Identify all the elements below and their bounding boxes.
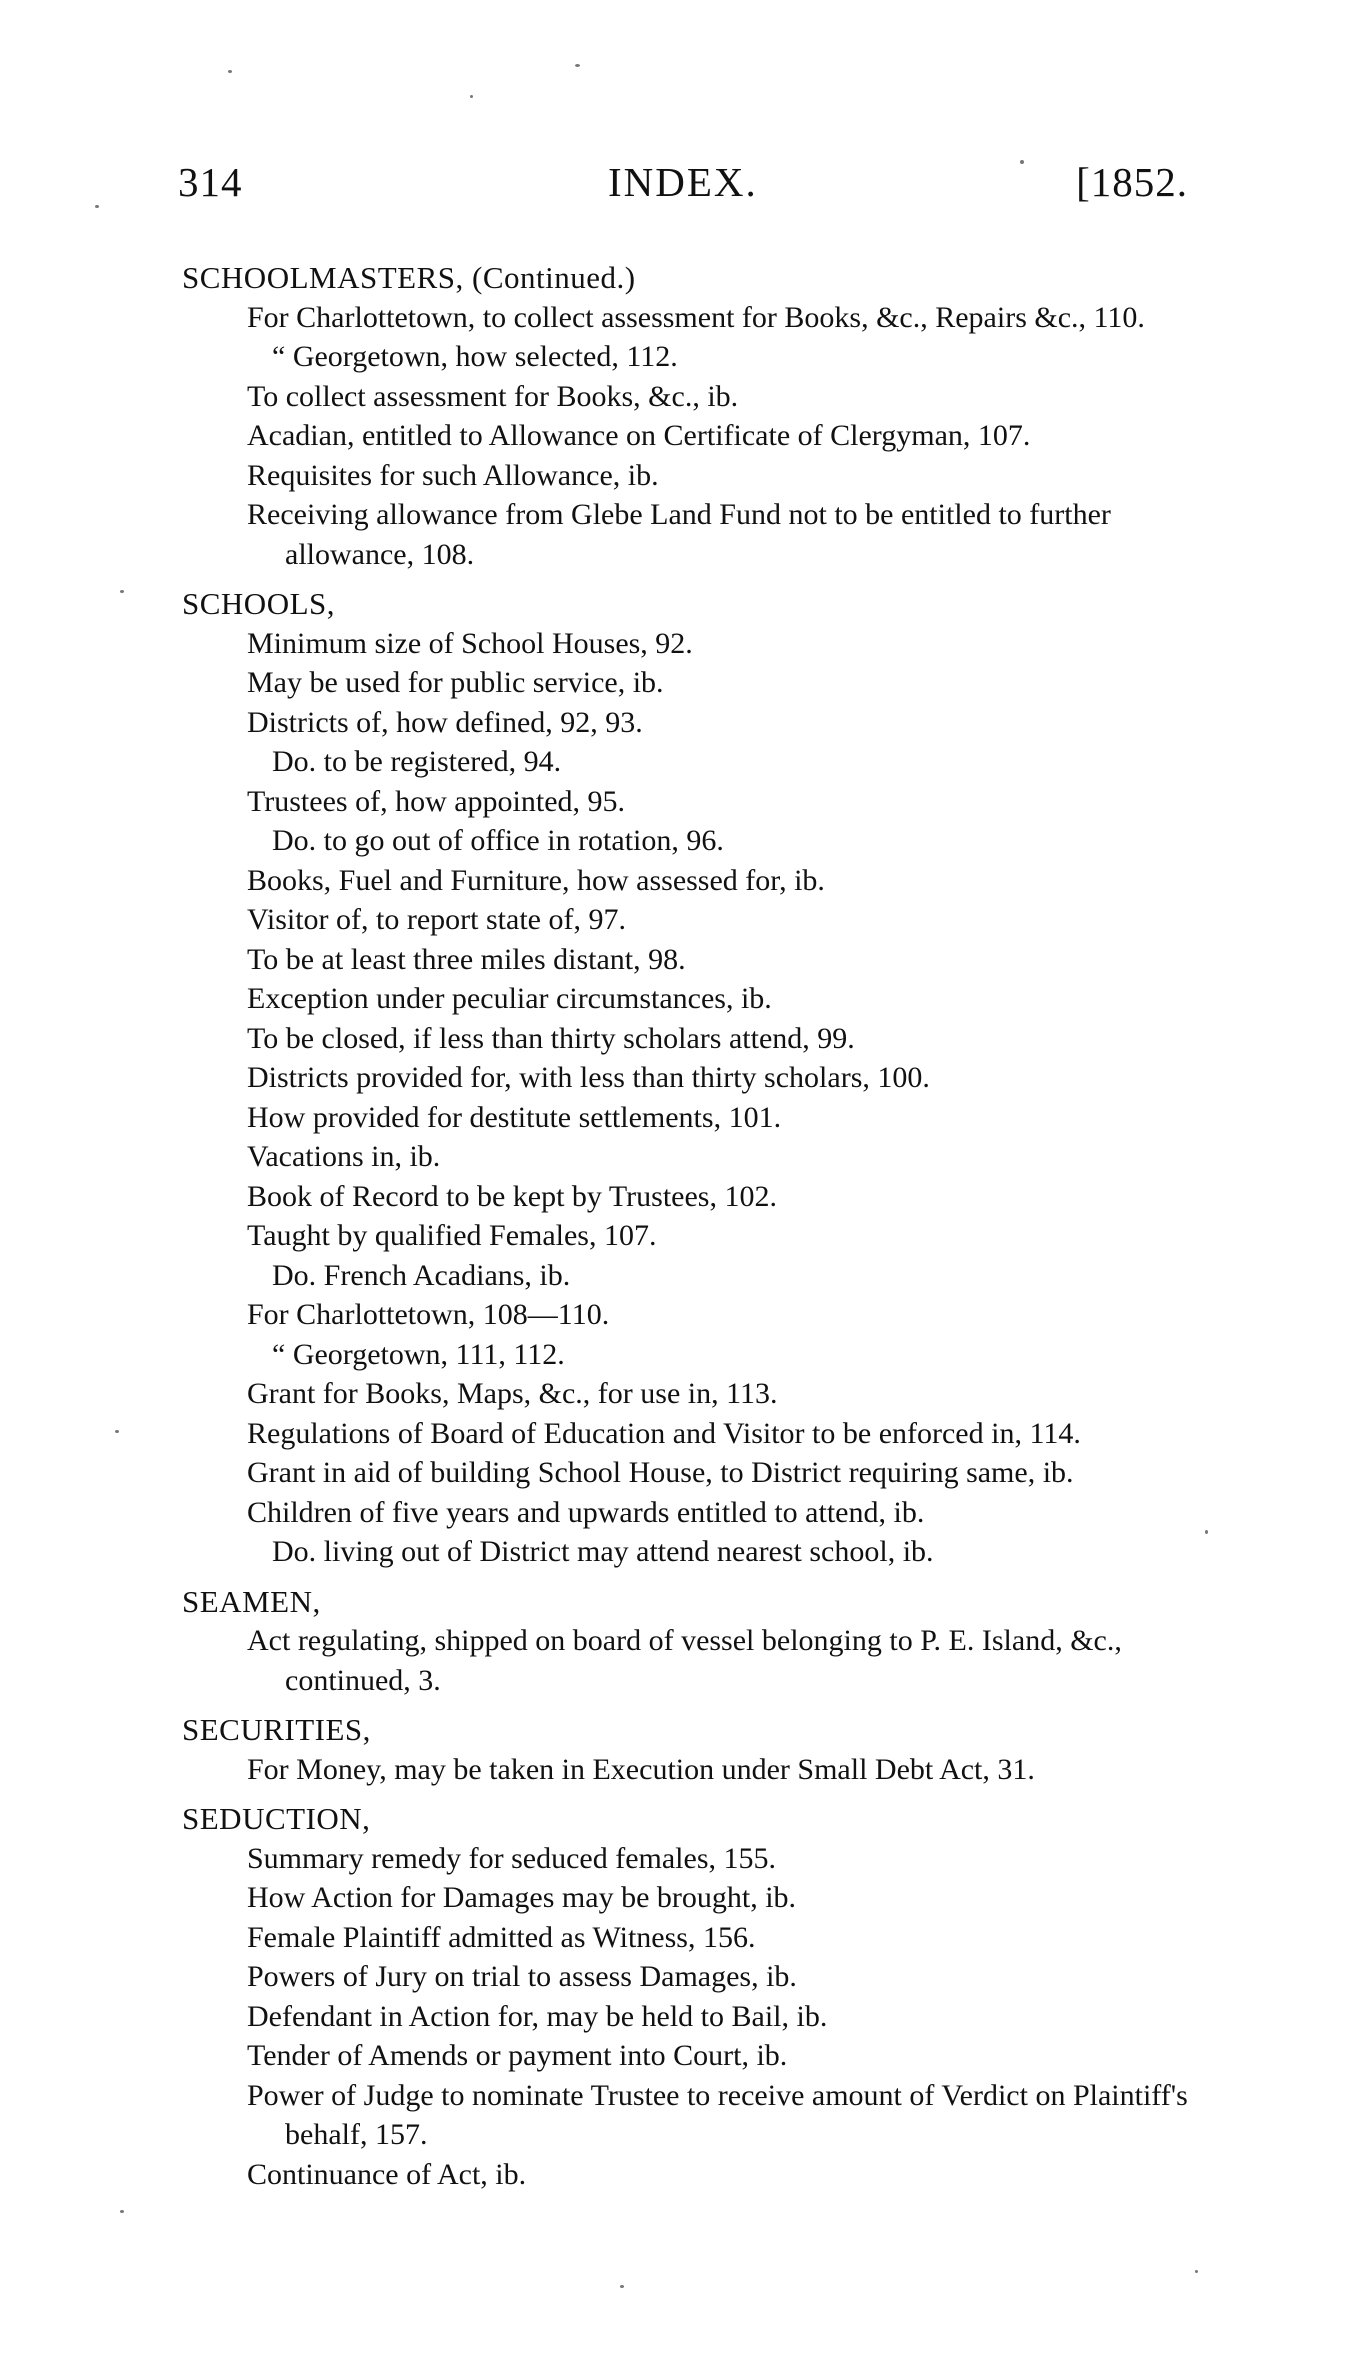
scan-speck <box>575 64 580 67</box>
index-entry: For Charlottetown, to collect assessment for Books, &c., Repairs &c., 110. <box>247 300 1145 334</box>
section-heading: SEAMEN, <box>182 1583 321 1619</box>
scan-speck <box>120 590 124 593</box>
index-entry: Act regulating, shipped on board of vessel belonging to P. E. Island, &c., continued, 3. <box>247 1624 1122 1697</box>
entry-list <box>180 624 1200 1572</box>
index-entry: Tender of Amends or payment into Court, ib. <box>247 2039 788 2072</box>
index-entry: To be closed, if less than thirty scholars attend, 99. <box>247 1021 855 1055</box>
index-entry: How Action for Damages may be brought, ib. <box>247 1881 797 1914</box>
scan-speck <box>1195 2270 1198 2273</box>
index-entry: Taught by qualified Females, 107. <box>247 1219 657 1252</box>
index-section <box>180 584 1200 1572</box>
scan-speck <box>1205 1530 1208 1534</box>
scan-speck <box>620 2285 624 2288</box>
index-entry: Books, Fuel and Furniture, how assessed for, ib. <box>247 863 825 897</box>
index-entry: Book of Record to be kept by Trustees, 102. <box>247 1179 777 1213</box>
entry-list <box>180 1750 1200 1790</box>
index-entry: Grant for Books, Maps, &c., for use in, 113. <box>247 1377 778 1410</box>
section-heading: SCHOOLS, <box>182 586 336 621</box>
index-entry: Do. living out of District may attend nearest school, ib. <box>272 1535 934 1568</box>
entry-list <box>180 1839 1200 2195</box>
index-entry: Acadian, entitled to Allowance on Certificate of Clergyman, 107. <box>247 419 1031 452</box>
index-content <box>180 258 1200 2194</box>
index-entry: May be used for public service, ib. <box>247 666 664 699</box>
section-heading: SCHOOLMASTERS, (Continued.) <box>182 260 636 295</box>
index-entry: Minimum size of School Houses, 92. <box>247 626 693 660</box>
index-section <box>180 1582 1200 1701</box>
index-entry: “ Georgetown, 111, 112. <box>272 1337 565 1371</box>
index-entry: Female Plaintiff admitted as Witness, 156. <box>247 1920 756 1954</box>
page-number: 314 <box>178 159 243 205</box>
index-entry: Grant in aid of building School House, to District requiring same, ib. <box>247 1456 1074 1489</box>
scan-speck <box>228 70 232 73</box>
index-entry: Exception under peculiar circumstances, ib. <box>247 982 772 1015</box>
index-entry: Continuance of Act, ib. <box>247 2157 527 2191</box>
index-entry: Visitor of, to report state of, 97. <box>247 903 626 936</box>
scan-speck <box>95 205 99 208</box>
index-entry: Requisites for such Allowance, ib. <box>247 458 659 492</box>
index-entry: Do. to go out of office in rotation, 96. <box>272 824 724 857</box>
index-entry: Summary remedy for seduced females, 155. <box>247 1841 776 1875</box>
index-section <box>180 258 1200 574</box>
scan-speck <box>470 95 473 98</box>
index-entry: For Charlottetown, 108—110. <box>247 1298 610 1331</box>
index-entry: Vacations in, ib. <box>247 1140 441 1173</box>
entry-list <box>180 298 1200 575</box>
scan-speck <box>115 1430 119 1433</box>
page-title: INDEX. <box>608 159 758 205</box>
index-entry: To collect assessment for Books, &c., ib. <box>247 379 739 413</box>
index-entry: Do. French Acadians, ib. <box>272 1258 571 1292</box>
index-entry: Regulations of Board of Education and Visitor to be enforced in, 114. <box>247 1416 1081 1450</box>
year-label: [1852. <box>1076 159 1188 205</box>
index-entry: Defendant in Action for, may be held to Bail, ib. <box>247 1999 828 2033</box>
index-section <box>180 1799 1200 2194</box>
index-entry: Districts provided for, with less than thirty scholars, 100. <box>247 1061 930 1094</box>
scan-speck <box>1020 160 1024 164</box>
running-head <box>178 158 1188 228</box>
index-entry: Power of Judge to nominate Trustee to receive amount of Verdict on Plaintiff's behalf, 157. <box>247 2078 1188 2151</box>
index-entry: Do. to be registered, 94. <box>272 745 562 778</box>
index-entry: “ Georgetown, how selected, 112. <box>272 340 678 373</box>
scan-speck <box>120 2210 124 2213</box>
index-section <box>180 1710 1200 1789</box>
section-heading: SECURITIES, <box>182 1712 371 1747</box>
index-entry: To be at least three miles distant, 98. <box>247 942 686 976</box>
index-entry: Receiving allowance from Glebe Land Fund not to be entitled to further allowance, 108. <box>247 498 1111 571</box>
entry-list <box>180 1621 1200 1700</box>
index-entry: How provided for destitute settlements, 101. <box>247 1100 782 1134</box>
index-entry: Districts of, how defined, 92, 93. <box>247 705 643 739</box>
index-entry: Children of five years and upwards entitled to attend, ib. <box>247 1495 925 1529</box>
index-entry: Powers of Jury on trial to assess Damages, ib. <box>247 1960 797 1993</box>
section-heading: SEDUCTION, <box>182 1801 371 1836</box>
index-entry: For Money, may be taken in Execution under Small Debt Act, 31. <box>247 1752 1035 1786</box>
index-entry: Trustees of, how appointed, 95. <box>247 784 626 818</box>
